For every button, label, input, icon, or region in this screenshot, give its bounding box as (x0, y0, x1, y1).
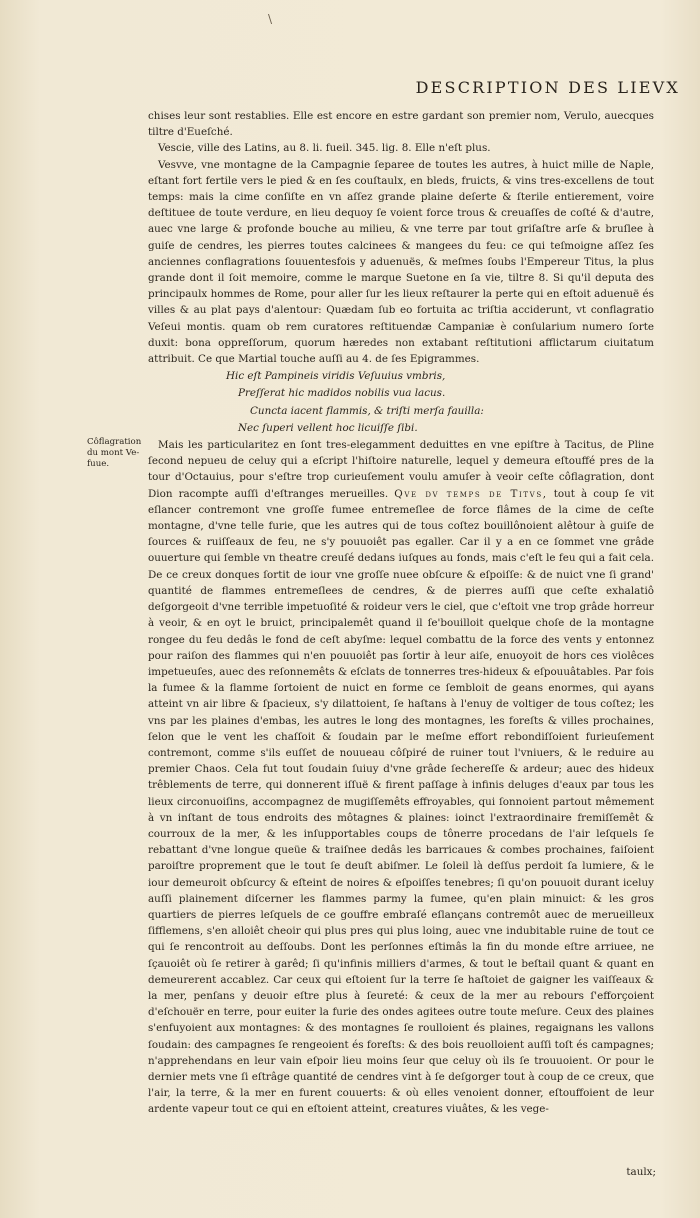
running-header: DESCRIPTION DES LIEVX (415, 78, 680, 97)
catchword: taulx; (626, 1166, 656, 1178)
verse-line-4: Nec ſuperi vellent hoc licuiſſe ſibi. (238, 421, 418, 434)
verse-line-2: Preſſerat hic madidos nobilis vua lacus. (238, 387, 446, 400)
paragraph-pline (148, 437, 654, 1118)
margin-note: Côflagration du mont Ve-fuue. (87, 437, 142, 469)
paragraph-pline-a: Mais les particularitez en ſont tres-elegamment deduittes en vne epiſtre à Tacitus, de Pline ſecond nepueu de celuy qui a eſcript l'hiſtoire naturelle, lequel y demeura eſtouffé pres de la tour d'Octauius, pour s'eſtre trop curieuſement voulu amuſer à veoir ceſte côflagration, dont Dion racompte auſſi d'eſtranges merueilles. (148, 439, 654, 500)
page-mark: \ (268, 12, 273, 26)
paragraph-vesuve: Vesvve, vne montagne de la Campagnie ſeparee de toutes les autres, à huict mille de Naple, eſtant fort fertile vers le pied & en ſes couſtaulx, en bleds, fruicts, & vins tres-excellens de tout temps: mais la cime conſiſte en vn aſſez grande plaine deſerte & ſterile entierement, voire deſtituee de toute verdure, en lieu dequoy ſe voient force trous & creuaſſes de coſté & d'autre, auec vne large & profonde bouche au milieu, & vne terre par tout griſaſtre arſe & bruſlee à guiſe de cendres, les pierres toutes calcinees & mangees du feu: ce qui teſmoigne aſſez ſes anciennes conflagrations ſouuentesfois y aduenuës, & meſmes ſoubs l'Empereur Titus, la plus grande dont il ſoit memoire, comme le marque Suetone en ſa vie, tiltre 8. Si qu'il deputa des principaulx hommes de Rome, pour aller ſur les lieux reſtaurer la perte qui en eſtoit aduenuë és villes & au plat pays d'alentour: Quædam ſub eo fortuita ac triſtia acciderunt, vt conflagratio Veſeui montis. quam ob rem curatores reſtituendæ Campaniæ è conſularium numero ſorte duxit: bona oppreſſorum, quorum hæredes non extabant reſtitutioni afflictarum ciuitatum attribuit. Ce que Martial touche auſſi au 4. de ſes Epigrammes. (148, 158, 654, 366)
verse-line-1: Hic eſt Pampineis viridis Veſuuius vmbris, (226, 370, 446, 383)
paragraph-0: chises leur sont restablies. Elle est encore en estre gardant son premier nom, Verulo, auecques tiltre d'Eueſché. (148, 110, 654, 139)
body-text (148, 108, 654, 1118)
verse-line-3: Cuncta iacent flammis, & triſti merſa fauilla: (250, 404, 484, 417)
paragraph-pline-b: tout à coup ſe vit eſlancer contremont vne groſſe fumee entremeſlee de force flâmes de la cime de ceſte montagne, d'vne telle furie, que les autres qui de tous coſtez bouillônoient alêtour à guiſe de ſources & ruiſſeaux de feu, ne s'y pouuoiêt pas egaller. Car il y a en ce ſommet vne grâde ouuerture qui ſemble vn theatre creuſé dedans iuſques au fonds, mais c'eſt le feu qui a fait cela. De ce creux donques ſortit de iour vne groſſe nuee obſcure & eſpoiſſe: & de nuict vne ſi grand' quantité de flammes entremeſlees de cendres, & de pierres auſſi que ceſte exhalatiô deſgorgeoit d'vne terrible impetuoſité & roideur vers le ciel, que c'eſtoit vne trop grâde horreur à veoir, & en oyt le bruict, principalemêt quand il ſe'bouilloit quelque choſe de la montagne rongee du feu dedâs le fond de ceſt abyſme: lequel combattu de la force des vents y entonnez pour raiſon des flammes qui n'en pouuoiêt pas ſortir à leur aiſe, enuoyoit de hors ces violêces impetueuſes, auec des reſonnemêts & eſclats de tonnerres tres-hideux & eſpouuâtables. Par fois la fumee & la flamme ſortoient de nuict en forme ce ſembloit de geans enormes, qui ayans atteint vn air libre & ſpacieux, s'y dilattoient, ſe haſtans à l'enuy de voltiger de tous coſtez; les vns par les plaines d'embas, les autres le long des montagnes, les foreſts & villes prochaines, ſelon que le vent les chaſſoit & ſoudain par le meſme effort rebondiſſoient furieuſement contremont, comme s'ils euſſet de nouueau côſpiré de ruiner tout l'vniuers, & le reduire au premier Chaos. Cela fut tout ſoudain ſuiuy d'vne grâde ſechereſſe & ardeur; auec des hideux trêblements de terre, qui donnerent iſſuë & firent paſſage à infinis deluges d'eaux par tous les lieux circonuoiſins, accompagnez de mugiſſemêts effroyables, qui ſonnoient partout mêmement à vn inſtant de tous endroits des môtagnes & plaines: ioinct l'extraordinaire fremiſſemêt & courroux de la mer, & les inſupportables coups de tônerre procedans de l'air leſquels ſe rebattant d'vne longue queüe & traiſnee dedâs les barricaues & combes prochaines, faiſoient paroiſtre proprement que le tout ſe deuſt abiſmer. Le ſoleil là deſſus perdoit ſa lumiere, & le iour demeuroit obſcurcy & eſteint de noires & eſpoiſſes tenebres; ſi qu'on pouuoit durant iceluy auſſi plainement diſcerner les flammes parmy la fumee, qu'en plain minuict: & les gros quartiers de pierres leſquels de ce gouffre embraſé eſlançans contremôt auec de merueilleux ſifflemens, s'en alloiêt cheoir qui plus pres qui plus loing, auec vne indubitable ruine de tout ce qui ſe rencontroit au deſſoubs. Dont les perſonnes eſtimâs la fin du monde eſtre arriuee, ne ſçauoiêt où ſe retirer à garêd; ſi qu'infinis milliers d'armes, & tout le beſtail quant & quant en demeurerent accablez. Car ceux qui eſtoient ſur la terre ſe haſtoiet de gaigner les vaiſſeaux & la mer, penſans y deuoir eſtre plus à ſeureté: & ceux de la mer au rebours ſ'efforçoient d'eſchouër en terre, pour euiter la furie des ondes agitees outre toute meſure. Ceux des plaines s'enfuyoient aux montagnes: & des montagnes ſe roulloient és plaines, regaignans les vallons ſoudain: des campagnes ſe rengeoient és foreſts: & des bois reuolloient auſſi toſt és campagnes; n'apprehendans en leur vain eſpoir lieu moins ſeur que celuy où ils ſe trouuoient. Or pour le dernier mets vne ſi eſtrâge quantité de cendres vint à ſe deſgorger tout à coup de ce creux, que l'air, la terre, & la mer en furent couuerts: & où elles venoient donner, eſtouffoient de leur ardente vapeur tout ce qui en eſtoient atteint, creatures viuâtes, & les vege- (148, 487, 654, 1116)
small-caps-lead: Qve dv temps de Titvs, (394, 487, 548, 500)
paragraph-vescie: Vescie, ville des Latins, au 8. li. fueil. 345. lig. 8. Elle n'eſt plus. (158, 142, 491, 155)
